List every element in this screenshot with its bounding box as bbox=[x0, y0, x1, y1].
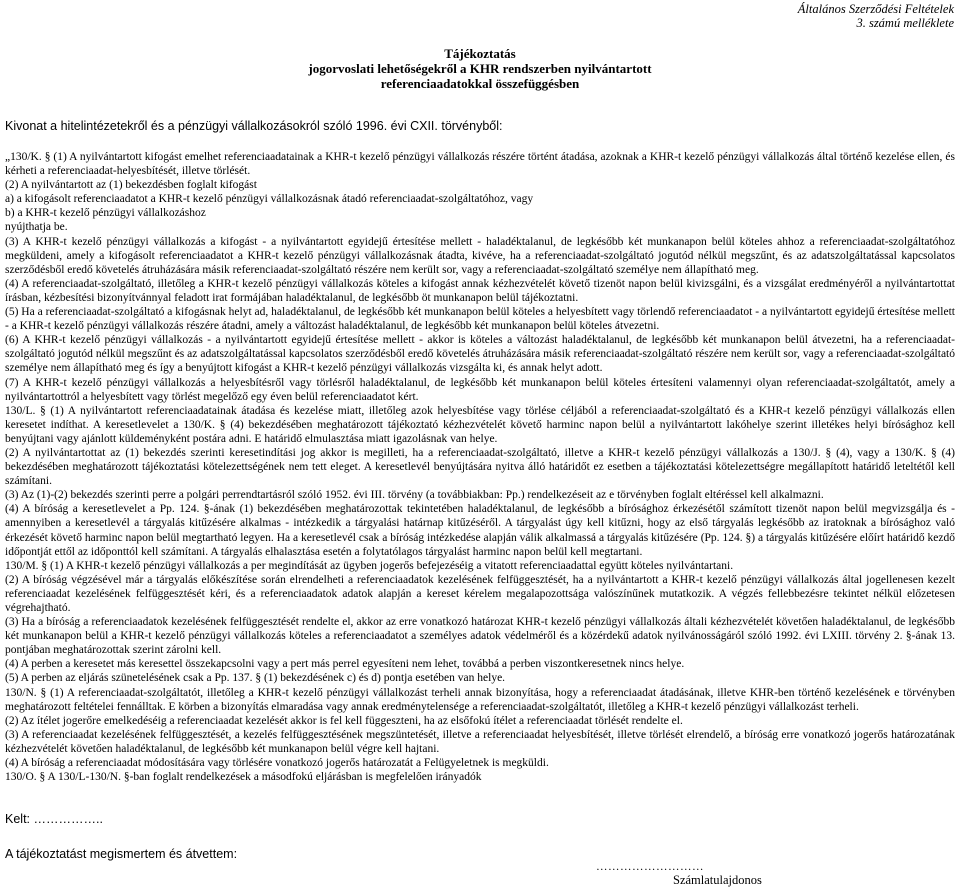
paragraph: (7) A KHR-t kezelő pénzügyi vállalkozás a helyesbítésről vagy törlésről haladéktalanul, de legkésőbb két munkanapon belül köteles értesíteni valamennyi olyan referenciaadat-szolgáltatót, amely a nyilvántartottról a helyesbített vagy törlést megelőző egy éven belül referenciaadatot kért. bbox=[5, 376, 955, 403]
signature-label: Számlatulajdonos bbox=[673, 873, 762, 887]
annex-header-line1: Általános Szerződési Feltételek bbox=[797, 2, 954, 16]
paragraph: (4) A bíróság a keresetlevelet a Pp. 124. §-ának (1) bekezdésében meghatározottak tekintetében haladéktalanul, de legkésőbb a bírósághoz érkezésétől számított tizenöt napon belül megvizsgálja és - amennyiben a keresetlevél a tárgyalás kitűzésére alkalmas - intézkedik a tárgyalási határnap kitűzéséről. A tárgyalást úgy kell kitűzni, hogy az első tárgyalás legkésőbb az iratoknak a bírósághoz való érkezését követő harminc napon belül megtartható legyen. Ha a keresetlevél csak a bíróság intézkedése alapján válik alkalmassá a tárgyalás kitűzésére (Pp. 124. §) a tárgyalás kitűzésére előírt határidő kezdő időpontját ettől az időponttól kell számítani. A tárgyalás elhalasztása esetén a folytatólagos tárgyalást harminc napon belül kell megtartani. bbox=[5, 503, 955, 558]
paragraph: (4) A referenciaadat-szolgáltató, illetőleg a KHR-t kezelő pénzügyi vállalkozás köteles a kifogást annak kézhezvételét követő tizenöt napon belül kivizsgálni, és a vizsgálat eredményéről a nyilvántartottat írásban, kézbesítési bizonyítvánnyal feladott irat formájában haladéktalanul, de legkésőbb öt munkanapon belül tájékoztatni. bbox=[5, 277, 955, 304]
paragraph: (6) A KHR-t kezelő pénzügyi vállalkozás - a nyilvántartott egyidejű értesítése mellett - akkor is köteles a változást haladéktalanul, de legkésőbb két munkanapon belül átvezetni, ha a referenciaadat-szolgáltató jogutód nélkül megszűnt és az adatszolgáltatással kapcsolatos szerződésből eredő követelés átruházására másik referenciaadat-szolgáltató részére nem került sor, vagy a referenciaadat-szolgáltató személye nem állapítható meg és így a benyújtott kifogást a KHR-t kezelő pénzügyi vállalkozás vizsgálta ki, és annak helyt adott. bbox=[5, 334, 955, 375]
paragraph: (2) A nyilvántartott az (1) bekezdésben foglalt kifogást bbox=[5, 179, 257, 192]
paragraph: (3) A KHR-t kezelő pénzügyi vállalkozás a kifogást - a nyilvántartott egyidejű értesítése mellett - haladéktalanul, de legkésőbb két munkanapon belül köteles ahhoz a referenciaadat-szolgáltatóhoz megküldeni, amely a kifogásolt referenciaadatot a KHR-t kezelő pénzügyi vállalkozásnak átadta, kivéve, ha a referenciaadat-szolgáltató jogutód nélkül megszűnt, és az adatszolgáltatással kapcsolatos szerződésből eredő követelés átruházására másik referenciaadat-szolgáltató részére nem került sor, vagy a referenciaadat-szolgáltató személye nem állapítható meg. bbox=[5, 235, 955, 276]
law-text bbox=[5, 150, 955, 784]
paragraph: b) a KHR-t kezelő pénzügyi vállalkozáshoz bbox=[5, 207, 206, 220]
intro-line: Kivonat a hitelintézetekről és a pénzügyi vállalkozásokról szóló 1996. évi CXII. törvényből: bbox=[5, 119, 503, 133]
paragraph: (3) Az (1)-(2) bekezdés szerinti perre a polgári perrendtartásról szóló 1952. évi III. törvény (a továbbiakban: Pp.) rendelkezéseit az e törvényben foglalt eltéréssel kell alkalmazni. bbox=[5, 489, 824, 502]
acknowledgement-line: A tájékoztatást megismertem és átvettem: bbox=[5, 847, 238, 861]
paragraph: „130/K. § (1) A nyilvántartott kifogást emelhet referenciaadatainak a KHR-t kezelő pénzügyi vállalkozás részére történt átadása, azoknak a KHR-t kezelő pénzügyi vállalkozás által történő kezelése ellen, és kérheti a referenciaadat-helyesbítését, illetve törlését. bbox=[5, 151, 955, 178]
paragraph: (4) A perben a keresetet más keresettel összekapcsolni vagy a pert más perrel egyesíteni nem lehet, továbbá a perben viszontkeresetnek nincs helye. bbox=[5, 658, 685, 671]
paragraph: (2) A bíróság végzésével már a tárgyalás előkészítése során elrendelheti a referenciaadatok kezelésének felfüggesztését, ha a nyilvántartott a KHR-t kezelő pénzügyi vállalkozás által jogellenesen kezelt referenciaadat kezelésének felfüggesztését kéri, és a referenciaadatok adatok alapján a kereset kérelem megalapozottsága valószínűnek mutatkozik. A végzés fellebbezésre tekintet nélkül előzetesen végrehajtható. bbox=[5, 573, 955, 614]
paragraph: a) a kifogásolt referenciaadatot a KHR-t kezelő pénzügyi vállalkozásnak átadó referenciaadat-szolgáltatóhoz, vagy bbox=[5, 193, 534, 206]
paragraph: (4) A bíróság a referenciaadat módosítására vagy törlésére vonatkozó jogerős határozatát a Felügyeletnek is megküldi. bbox=[5, 757, 549, 770]
paragraph: 130/N. § (1) A referenciaadat-szolgáltatót, illetőleg a KHR-t kezelő pénzügyi vállalkozást terheli annak bizonyítása, hogy a referenciaadat átadásának, illetve KHR-ben történő kezelésének e törvényben meghatározott feltételei fennálltak. E körben a bizonyítás elmaradása vagy annak eredménytelensége a referenciaadat-szolgáltatót, illetőleg a KHR-t kezelő pénzügyi vállalkozást terheli. bbox=[5, 686, 955, 713]
title-line1: Tájékoztatás bbox=[444, 46, 516, 61]
document-title bbox=[0, 46, 960, 91]
annex-header-line2: 3. számú melléklete bbox=[856, 16, 954, 30]
paragraph: nyújthatja be. bbox=[5, 221, 68, 234]
annex-header bbox=[798, 2, 954, 30]
paragraph: (2) Az ítélet jogerőre emelkedéséig a referenciaadat kezelését akkor is fel kell függeszteni, ha az elsőfokú ítélet a referenciaadat törlését rendelte el. bbox=[5, 714, 683, 727]
paragraph: (2) A nyilvántartottat az (1) bekezdés szerinti keresetindítási jog akkor is megilleti, ha a referenciaadat-szolgáltató, illetve a KHR-t kezelő pénzügyi vállalkozás a 130/J. § (4), vagy a 130/K. § (4) bekezdésében meghatározott tájékoztatási kötelezettségének nem tett eleget. A keresetlevél benyújtására nyitva álló határidőt ez esetben a tájékoztatási kötelezettségre megállapított határidő leteltétől kell számítani. bbox=[5, 446, 955, 488]
paragraph: 130/L. § (1) A nyilvántartott referenciaadatainak átadása és kezelése miatt, illetőleg azok helyesbítése vagy törlése céljából a referenciaadat-szolgáltató és a KHR-t kezelő pénzügyi vállalkozás ellen keresetet indíthat. A keresetlevelet a 130/K. § (4) bekezdésében meghatározott tájékoztató kézhezvételét követő harminc napon belül a nyilvántartott lakóhelye szerint illetékes helyi bírósághoz kell benyújtani vagy ajánlott küldeményként postára adni. E határidő elmulasztása miatt igazolásnak van helye. bbox=[5, 404, 955, 445]
date-place-line: Kelt: …………….. bbox=[5, 812, 103, 826]
paragraph: 130/O. § A 130/L-130/N. §-ban foglalt rendelkezések a másodfokú eljárásban is megfelelően irányadók bbox=[5, 771, 482, 784]
title-line2: jogorvoslati lehetőségekről a KHR rendszerben nyilvántartott bbox=[308, 61, 652, 76]
signature-line: ……………………… bbox=[596, 861, 704, 873]
paragraph: 130/M. § (1) A KHR-t kezelő pénzügyi vállalkozás a per megindítását az ügyben jogerős befejezéséig a vitatott referenciaadattal együtt köteles nyilvántartani. bbox=[5, 559, 734, 572]
title-line3: referenciaadatokkal összefüggésben bbox=[380, 76, 580, 91]
paragraph: (3) A referenciaadat kezelésének felfüggesztését, a kezelés felfüggesztésének megszüntetését, illetve a referenciaadat helyesbítését, illetve törlését elrendelő, a bíróság erre vonatkozó jogerős határozatának kézhezvételét követően haladéktalanul, de legkésőbb két munkanapon belül végre kell hajtani. bbox=[5, 728, 955, 755]
paragraph: (3) Ha a bíróság a referenciaadatok kezelésének felfüggesztését rendelte el, akkor az erre vonatkozó határozat KHR-t kezelő pénzügyi vállalkozás általi kézhezvételét követően haladéktalanul, de legkésőbb két munkanapon belül a KHR-t kezelő pénzügyi vállalkozás köteles a referenciaadatot a személyes adatok védelméről és a közérdekű adatok nyilvánosságáról szóló 1992. évi LXIII. törvény 2. §-ának 13. pontjában meghatározottak szerint zárolni kell. bbox=[5, 616, 955, 657]
paragraph: (5) A perben az eljárás szünetelésének csak a Pp. 137. § (1) bekezdésének c) és d) pontja esetében van helye. bbox=[5, 672, 506, 685]
paragraph: (5) Ha a referenciaadat-szolgáltató a kifogásnak helyt ad, haladéktalanul, de legkésőbb két munkanapon belül köteles a helyesbített vagy törlendő referenciaadatot - a nyilvántartott egyidejű értesítése mellett - a KHR-t kezelő pénzügyi vállalkozás részére átadni, amely a változást haladéktalanul, de legkésőbb két munkanapon belül köteles átvezetni. bbox=[5, 306, 955, 333]
